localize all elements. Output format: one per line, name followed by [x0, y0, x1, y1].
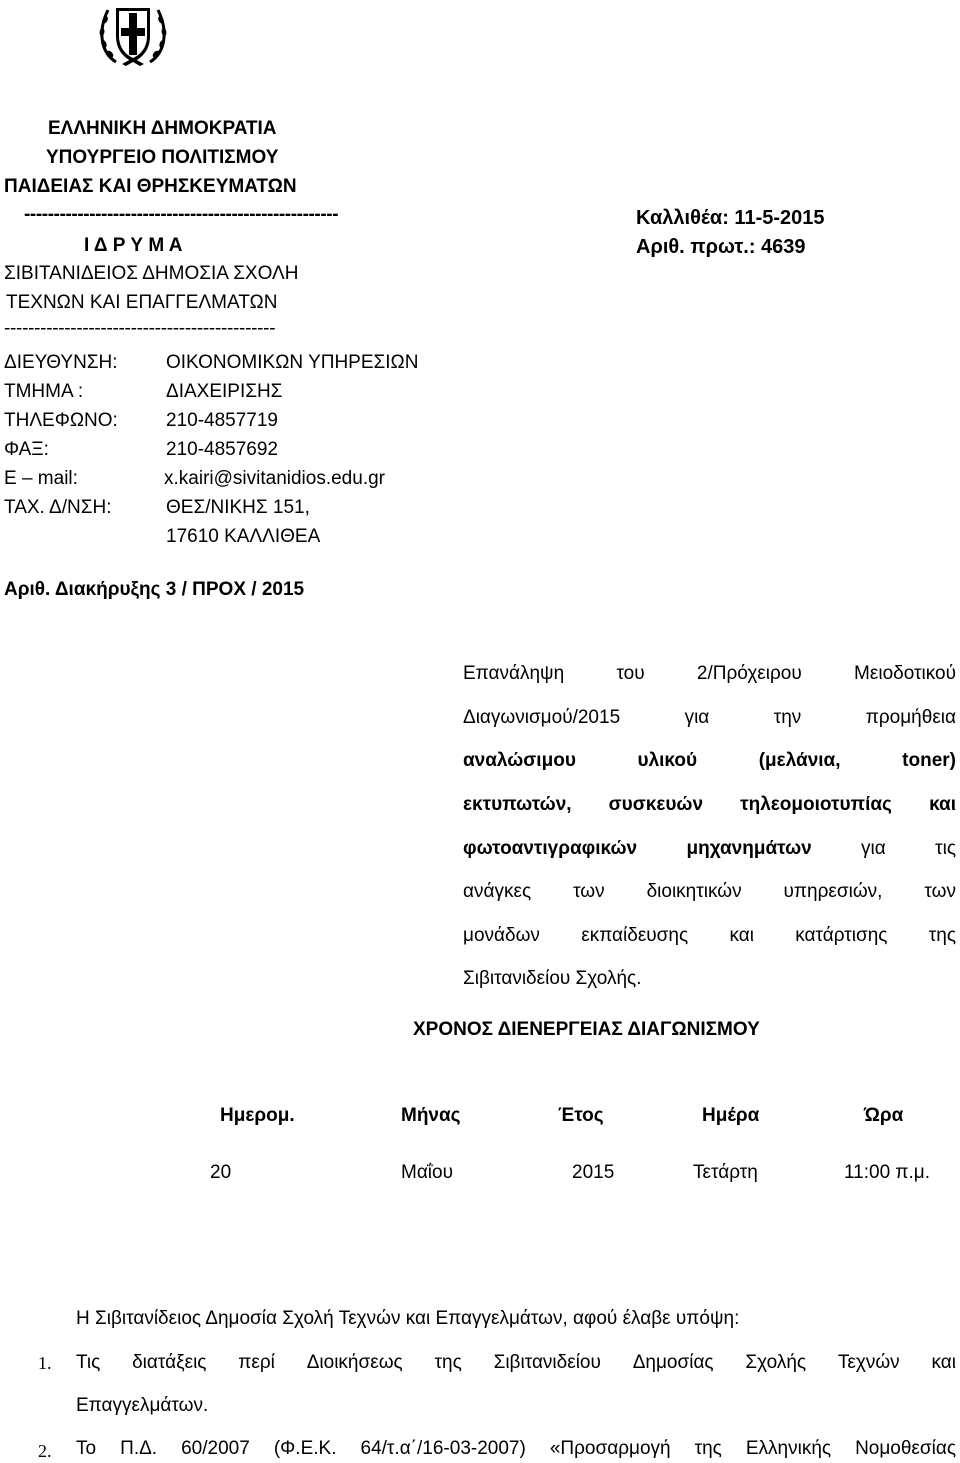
word: την	[773, 707, 802, 728]
direction-value: ΟΙΚΟΝΟΜΙΚΩΝ ΥΠΗΡΕΣΙΩΝ	[166, 352, 419, 373]
department-value: ΔΙΑΧΕΙΡΙΣΗΣ	[166, 381, 283, 402]
word: (Φ.Ε.Κ.	[273, 1438, 337, 1459]
place-date: Καλλιθέα: 11-5-2015	[636, 207, 825, 229]
department-label: ΤΜΗΜΑ :	[4, 381, 84, 402]
word: για	[861, 838, 886, 859]
header-ministry-2: ΠΑΙΔΕΙΑΣ ΚΑΙ ΘΡΗΣΚΕΥΜΑΤΩΝ	[4, 176, 297, 197]
word: του	[616, 663, 645, 684]
word: κατάρτισης	[795, 925, 888, 946]
list-item-1-line-1	[76, 1352, 956, 1374]
header-foundation: Ι Δ Ρ Υ Μ Α	[84, 235, 183, 256]
schedule-day: Τετάρτη	[693, 1162, 758, 1183]
word: Π.Δ.	[120, 1438, 158, 1459]
subject-line-7	[463, 925, 956, 947]
word: toner)	[902, 750, 956, 771]
header-separator-2: ---------------------------------------------	[4, 318, 276, 339]
schedule-header-year: Έτος	[558, 1105, 604, 1126]
list-item-1-line-2: Επαγγελμάτων.	[76, 1395, 209, 1416]
word: και	[729, 925, 754, 946]
word: και	[929, 794, 956, 815]
email-label: Ε – mail:	[4, 468, 78, 489]
word: των	[573, 881, 605, 902]
schedule-header-date: Ημερομ.	[220, 1105, 295, 1126]
subject-line-5	[463, 838, 956, 860]
header-school-name-2: ΤΕΧΝΩΝ ΚΑΙ ΕΠΑΓΓΕΛΜΑΤΩΝ	[6, 292, 278, 313]
word: και	[931, 1352, 956, 1373]
subject-line-8: Σιβιτανιδείου Σχολής.	[463, 968, 642, 989]
phone-value: 210-4857719	[166, 410, 278, 431]
word: υλικού	[637, 750, 698, 771]
word: Τις	[76, 1352, 101, 1373]
word: για	[684, 707, 710, 728]
schedule-title: ΧΡΟΝΟΣ ΔΙΕΝΕΡΓΕΙΑΣ ΔΙΑΓΩΝΙΣΜΟΥ	[413, 1019, 760, 1040]
word: Μειοδοτικού	[854, 663, 956, 684]
word: της	[928, 925, 956, 946]
address-label: ΤΑΧ. Δ/ΝΣΗ:	[4, 497, 112, 518]
protocol-value: : 4639	[748, 236, 806, 258]
word: αναλώσιμου	[463, 750, 576, 771]
word: Τεχνών	[837, 1352, 900, 1373]
word: Σχολής	[745, 1352, 807, 1373]
list-item-2-number: 2.	[38, 1441, 52, 1461]
subject-line-4	[463, 794, 956, 816]
address-value: ΘΕΣ/ΝΙΚΗΣ 151,	[166, 497, 310, 518]
declaration-number	[4, 579, 304, 601]
header-ministry: ΥΠΟΥΡΓΕΙΟ ΠΟΛΙΤΙΣΜΟΥ	[46, 147, 279, 168]
word: περί	[238, 1352, 275, 1373]
direction-label: ΔΙΕΥΘΥΝΣΗ:	[4, 352, 118, 373]
word: τηλεομοιοτυπίας	[740, 794, 892, 815]
word: Ελληνικής	[745, 1438, 832, 1459]
word: εκτυπωτών,	[463, 794, 572, 815]
word: «Προσαρμογή	[549, 1438, 671, 1459]
schedule-year: 2015	[572, 1162, 615, 1183]
list-item-1-number: 1.	[38, 1353, 52, 1373]
declaration-number-value: Διακήρυξης 3 / ΠΡΟΧ / 2015	[54, 579, 305, 600]
word: 2/Πρόχειρου	[696, 663, 802, 684]
word: εκπαίδευσης	[581, 925, 689, 946]
word: συσκευών	[608, 794, 704, 815]
schedule-header-day: Ημέρα	[702, 1105, 760, 1126]
schedule-header-time: Ώρα	[864, 1105, 904, 1126]
subject-line-3	[463, 750, 956, 772]
word: της	[694, 1438, 722, 1459]
header-school-name: ΣΙΒΙΤΑΝΙΔΕΙΟΣ ΔΗΜΟΣΙΑ ΣΧΟΛΗ	[4, 263, 299, 284]
word: μηχανημάτων	[686, 838, 812, 859]
word: φωτοαντιγραφικών	[463, 838, 638, 859]
list-item-2-line-1	[76, 1438, 956, 1460]
word: υπηρεσιών,	[783, 881, 883, 902]
protocol-number	[636, 236, 806, 259]
schedule-date: 20	[210, 1162, 232, 1183]
word: 64/τ.α΄/16-03-2007)	[360, 1438, 526, 1459]
word: ανάγκες	[463, 881, 532, 902]
word: των	[924, 881, 956, 902]
word: Επανάληψη	[463, 663, 565, 684]
word: διοικητικών	[646, 881, 742, 902]
header-republic: ΕΛΛΗΝΙΚΗ ΔΗΜΟΚΡΑΤΙΑ	[48, 118, 277, 139]
address-value-2: 17610 ΚΑΛΛΙΘΕΑ	[166, 526, 321, 547]
word: Διοικήσεως	[306, 1352, 403, 1373]
header-separator: -----------------------------------------------------	[24, 204, 339, 225]
word: Νομοθεσίας	[855, 1438, 956, 1459]
word: τις	[935, 838, 956, 859]
schedule-time: 11:00 π.μ.	[844, 1162, 931, 1183]
fax-label: ΦΑΞ:	[4, 439, 49, 460]
protocol-label: Αριθ. πρωτ.	[636, 236, 749, 258]
body-intro: Η Σιβιτανίδειος Δημοσία Σχολή Τεχνών και Επαγγελμάτων, αφού έλαβε υπόψη:	[76, 1308, 740, 1329]
schedule-month: Μαΐου	[401, 1162, 453, 1183]
subject-line-1	[463, 663, 956, 685]
phone-label: ΤΗΛΕΦΩΝΟ:	[4, 410, 118, 431]
word: Διαγωνισμού/2015	[463, 707, 621, 728]
word: της	[434, 1352, 462, 1373]
declaration-number-label: Αριθ.	[4, 579, 51, 600]
word: διατάξεις	[132, 1352, 207, 1373]
fax-value: 210-4857692	[166, 439, 278, 460]
word: 60/2007	[181, 1438, 250, 1459]
word: προμήθεια	[865, 707, 956, 728]
word: Το	[76, 1438, 97, 1459]
word: Σιβιτανιδείου	[493, 1352, 601, 1373]
word: Δημοσίας	[632, 1352, 714, 1373]
schedule-header-month: Μήνας	[401, 1105, 461, 1126]
greek-coat-of-arms-icon	[96, 2, 170, 68]
word: (μελάνια,	[758, 750, 841, 771]
subject-line-2	[463, 707, 956, 729]
subject-line-6	[463, 881, 956, 903]
word: μονάδων	[463, 925, 540, 946]
email-value: x.kairi@sivitanidios.edu.gr	[164, 468, 385, 489]
